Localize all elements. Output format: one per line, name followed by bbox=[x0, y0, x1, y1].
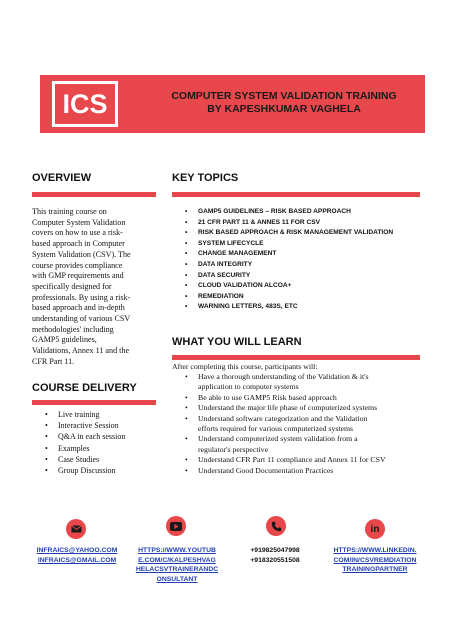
ics-logo bbox=[52, 81, 118, 127]
overview-line: based approach and in-depth bbox=[32, 303, 125, 313]
list-item-text: efforts required for various computerized systems bbox=[198, 424, 354, 434]
youtube-link-line[interactable]: E.COM/C/KALPESHVAG bbox=[138, 556, 216, 564]
overview-line: understanding of various CSV bbox=[32, 314, 131, 324]
list-item: • Live training bbox=[44, 409, 125, 420]
list-item: • DATA SECURITY bbox=[184, 271, 393, 282]
youtube-link-line[interactable]: HTTPS://WWW.YOUTUB bbox=[138, 547, 216, 554]
page-title bbox=[140, 90, 428, 116]
list-item-text: • Understand the major life phase of computerized systems bbox=[198, 403, 378, 413]
overview-line: System Validation (CSV). The bbox=[32, 249, 131, 259]
youtube-link[interactable] bbox=[128, 546, 226, 584]
delivery-heading: COURSE DELIVERY bbox=[32, 382, 137, 394]
list-item-text: regulator's perspective bbox=[198, 444, 269, 454]
list-item bbox=[184, 466, 424, 476]
list-item bbox=[184, 403, 424, 413]
overview-line: with GMP requirements and bbox=[32, 271, 124, 281]
learn-heading: WHAT YOU WILL LEARN bbox=[172, 336, 302, 348]
logo-text: ICS bbox=[55, 84, 115, 124]
overview-line: This training course on bbox=[32, 207, 107, 216]
overview-text bbox=[32, 207, 148, 368]
linkedin-icon[interactable]: in bbox=[365, 519, 385, 539]
title-line-2: BY KAPESHKUMAR VAGHELA bbox=[207, 103, 361, 115]
phone-numbers bbox=[240, 546, 310, 565]
list-item: • CHANGE MANAGEMENT bbox=[184, 249, 393, 260]
overview-line: GAMP5 guidelines, bbox=[32, 335, 97, 345]
list-item: • Interactive Session bbox=[44, 420, 125, 431]
key-topics-list bbox=[184, 207, 393, 313]
list-item bbox=[184, 434, 424, 455]
list-item: • Case Studies bbox=[44, 454, 125, 465]
list-item: • REMEDIATION bbox=[184, 292, 393, 303]
list-item-text: • Understand Good Documentation Practices bbox=[198, 465, 334, 475]
learn-rule bbox=[172, 355, 420, 360]
list-item: • 21 CFR PART 11 & ANNES 11 FOR CSV bbox=[184, 218, 393, 229]
overview-line: CFR Part 11. bbox=[32, 356, 75, 366]
list-item bbox=[184, 414, 424, 435]
title-line-1: COMPUTER SYSTEM VALIDATION TRAINING bbox=[171, 90, 397, 102]
envelope-icon[interactable] bbox=[66, 519, 86, 539]
list-item bbox=[184, 455, 424, 465]
list-item bbox=[184, 372, 424, 393]
linkedin-link[interactable] bbox=[326, 546, 424, 575]
overview-line: Computer System Validation bbox=[32, 217, 126, 227]
overview-line: based approach in Computer bbox=[32, 239, 125, 249]
overview-line: course provides compliance bbox=[32, 260, 123, 270]
overview-line: methodologies' including bbox=[32, 324, 114, 334]
overview-line: specifically designed for bbox=[32, 281, 112, 291]
key-topics-heading: KEY TOPICS bbox=[172, 172, 239, 184]
phone-number: +919825047998 bbox=[250, 547, 300, 554]
overview-line: professionals. By using a risk- bbox=[32, 292, 131, 302]
list-item: • DATA INTEGRITY bbox=[184, 260, 393, 271]
phone-number: +918320551508 bbox=[250, 556, 300, 564]
overview-rule bbox=[32, 192, 156, 197]
learn-intro: After completing this course, participants will: bbox=[172, 362, 318, 371]
phone-icon[interactable] bbox=[266, 516, 286, 536]
key-topics-rule bbox=[172, 192, 420, 197]
email-link[interactable]: INFRAICS@YAHOO.COM bbox=[36, 547, 118, 554]
linkedin-link-line[interactable]: HTTPS://WWW.LINKEDIN. bbox=[333, 547, 417, 554]
list-item bbox=[184, 393, 424, 403]
overview-heading: OVERVIEW bbox=[32, 172, 92, 184]
overview-line: Validations, Annex 11 and the bbox=[32, 346, 130, 356]
delivery-list bbox=[44, 409, 125, 476]
youtube-link-line[interactable]: HELACSVTRAINERANDC bbox=[135, 566, 219, 574]
list-item: • RISK BASED APPROACH & RISK MANAGEMENT VALIDATION bbox=[184, 228, 393, 239]
list-item-text: • Be able to use GAMP5 Risk based approach bbox=[198, 392, 337, 402]
overview-line: covers on how to use a risk- bbox=[32, 228, 123, 238]
list-item-text: • Have a thorough understanding of the Validation & it's bbox=[198, 372, 369, 381]
list-item: • SYSTEM LIFECYCLE bbox=[184, 239, 393, 250]
email-link[interactable]: INFRAICS@GMAIL.COM bbox=[37, 556, 117, 564]
list-item: • CLOUD VALIDATION ALCOA+ bbox=[184, 281, 393, 292]
learn-list bbox=[184, 372, 424, 476]
linkedin-link-line[interactable]: COM/IN/CSVREMDIATION bbox=[333, 556, 417, 564]
email-links[interactable] bbox=[34, 546, 120, 565]
youtube-link-line[interactable]: ONSULTANT bbox=[156, 575, 198, 583]
list-item-text: • Understand computerized system validation from a bbox=[198, 434, 358, 444]
linkedin-link-line[interactable]: TRAININGPARTNER bbox=[342, 566, 408, 574]
list-item: • GAMP5 GUIDELINES – RISK BASED APPROACH bbox=[184, 207, 393, 218]
list-item-text: • Understand software categorization and the Validation bbox=[198, 413, 368, 423]
list-item-text: • Understand CFR Part 11 compliance and Annex 11 for CSV bbox=[198, 455, 386, 465]
list-item: • Group Discussion bbox=[44, 465, 125, 476]
list-item: • Q&A in each session bbox=[44, 431, 125, 442]
list-item-text: application to computer systems bbox=[198, 382, 299, 392]
list-item: • Examples bbox=[44, 443, 125, 454]
list-item: • WARNING LETTERS, 483S, ETC bbox=[184, 302, 393, 313]
youtube-icon[interactable] bbox=[166, 516, 186, 536]
delivery-rule bbox=[32, 400, 156, 405]
